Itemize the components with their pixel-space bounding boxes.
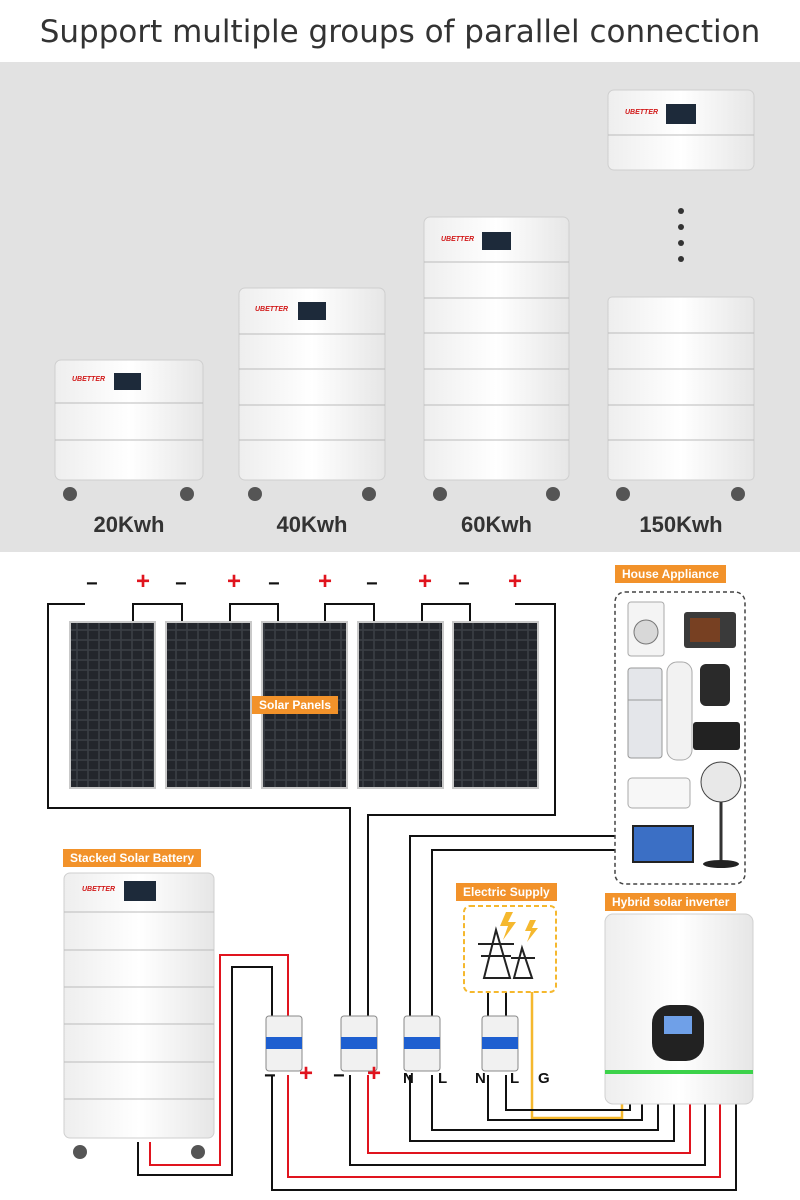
panel-4-plus: + — [418, 568, 433, 595]
capacity-label-40kwh: 40Kwh — [276, 512, 348, 537]
panel-1-minus: − — [86, 573, 98, 595]
label-stacked-solar-battery: Stacked Solar Battery — [63, 849, 201, 867]
battery-logo: UBETTER — [255, 306, 289, 313]
panel-5-plus: + — [508, 568, 523, 595]
panel-3-minus: − — [268, 573, 280, 595]
label-solar-panels: Solar Panels — [252, 696, 338, 714]
panel-2-minus: − — [175, 573, 187, 595]
panel-5-minus: − — [458, 573, 470, 595]
breaker-load-n: N — [403, 1070, 414, 1087]
breaker-solar-plus: + — [367, 1060, 382, 1087]
stacked-solar-battery — [64, 873, 214, 1159]
panel-1-plus: + — [136, 568, 151, 595]
panel-3-plus: + — [318, 568, 333, 595]
breaker-grid-n: N — [475, 1070, 486, 1087]
battery-logo: UBETTER — [441, 236, 475, 243]
house-appliance-group — [615, 592, 745, 884]
breaker-load-l: L — [438, 1070, 448, 1087]
panel-2-plus: + — [227, 568, 242, 595]
breaker-battery-plus: + — [299, 1060, 314, 1087]
breaker-grid — [482, 1016, 518, 1071]
battery-logo: UBETTER — [82, 886, 116, 893]
breaker-load — [404, 1016, 440, 1071]
breaker-battery — [266, 1016, 302, 1071]
breaker-grid-l: L — [510, 1070, 520, 1087]
electric-supply-group — [464, 906, 556, 992]
capacity-label-60kwh: 60Kwh — [461, 512, 532, 537]
label-house-appliance: House Appliance — [615, 565, 726, 583]
panel-4-minus: − — [366, 573, 378, 595]
battery-60kwh — [424, 217, 569, 501]
capacity-label-20kwh: 20Kwh — [93, 512, 165, 537]
page-title: Support multiple groups of parallel connection — [39, 14, 761, 50]
battery-150kwh — [608, 90, 754, 501]
breaker-solar-minus: − — [333, 1065, 345, 1087]
battery-logo: UBETTER — [625, 109, 659, 116]
label-hybrid-solar-inverter: Hybrid solar inverter — [605, 893, 736, 911]
capacity-label-150kwh: 150Kwh — [639, 512, 723, 537]
battery-40kwh — [239, 288, 385, 501]
grid-ground-g: G — [538, 1070, 550, 1087]
label-electric-supply: Electric Supply — [456, 883, 557, 901]
battery-logo: UBETTER — [72, 376, 106, 383]
hybrid-solar-inverter — [605, 914, 753, 1104]
breaker-battery-minus: − — [264, 1065, 276, 1087]
